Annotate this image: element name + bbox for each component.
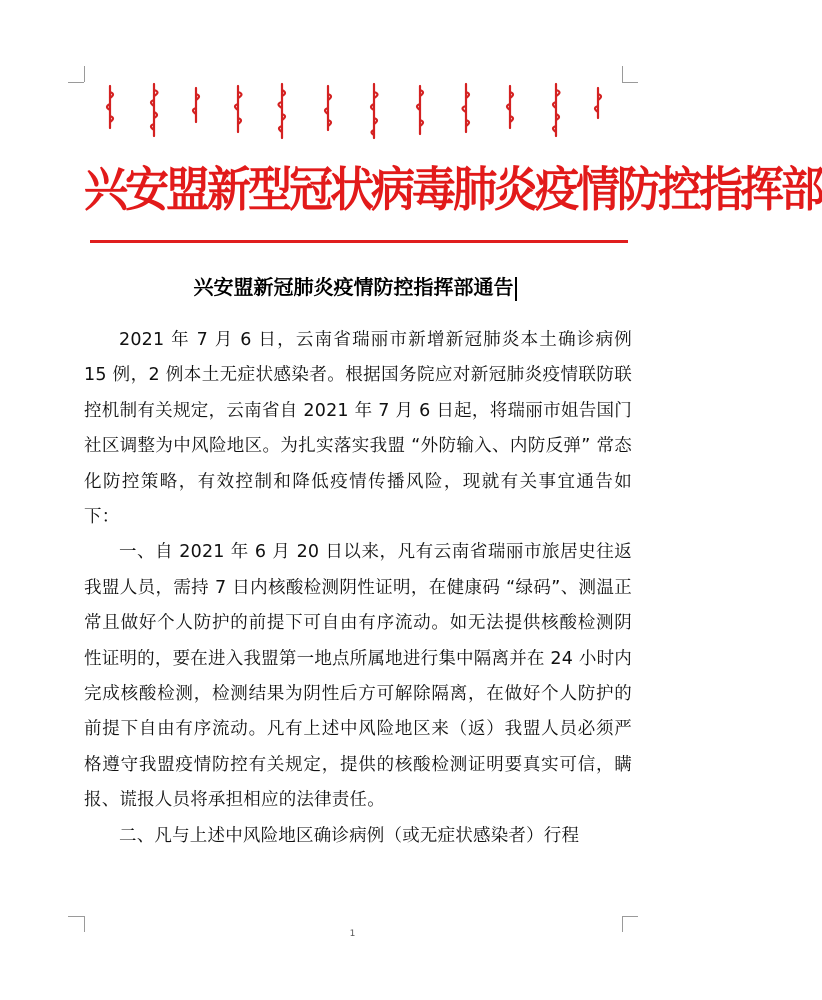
red-divider-line: [90, 240, 628, 243]
crop-mark-top-left-v: [84, 66, 85, 82]
crop-mark-bottom-right-h: [622, 916, 638, 917]
notice-title-line[interactable]: [150, 270, 560, 304]
mongolian-script-glyphs: [90, 82, 620, 142]
agency-red-title: 兴安盟新型冠状病毒肺炎疫情防控指挥部: [84, 162, 822, 218]
mongolian-script-heading: [90, 82, 620, 142]
notice-title: 兴安盟新冠肺炎疫情防控指挥部通告: [193, 275, 514, 299]
crop-mark-bottom-left-h: [68, 916, 84, 917]
crop-mark-top-right-h: [622, 82, 638, 83]
paragraph-item-two: 二、凡与上述中风险地区确诊病例（或无症状感染者）行程: [119, 825, 580, 846]
paragraph-intro: 2021 年 7 月 6 日，云南省瑞丽市新增新冠肺炎本土确诊病例 15 例，2 例本土无症状感染者。根据国务院应对新冠肺炎疫情联防联控机制有关规定，云南省自 2021 年 7 月 6 日起，将瑞丽市姐告国门社区调整为中风险地区。为扎实落实我盟 “外防输入、内防反弹” 常态化防控策略，有效控制和降低疫情传播风险，现就有关事宜通告如下：: [84, 330, 632, 528]
paragraph-item-one: 一、自 2021 年 6 月 20 日以来，凡有云南省瑞丽市旅居史往返我盟人员，需持 7 日内核酸检测阴性证明，在健康码 “绿码”、测温正常且做好个人防护的前提下可自由有序流动。如无法提供核酸检测阴性证明的，要在进入我盟第一地点所属地进行集中隔离并在 24 小时内完成核酸检测，检测结果为阴性后方可解除隔离，在做好个人防护的前提下自由有序流动。凡有上述中风险地区来（返）我盟人员必须严格遵守我盟疫情防控有关规定，提供的核酸检测证明要真实可信，瞒报、谎报人员将承担相应的法律责任。: [84, 542, 632, 811]
page-number: 1: [349, 929, 356, 939]
crop-mark-bottom-left-v: [84, 916, 85, 932]
crop-mark-top-right-v: [622, 66, 623, 82]
text-cursor: [515, 277, 517, 301]
crop-mark-top-left-h: [68, 82, 84, 83]
notice-body[interactable]: [84, 323, 632, 854]
crop-mark-bottom-right-v: [622, 916, 623, 932]
